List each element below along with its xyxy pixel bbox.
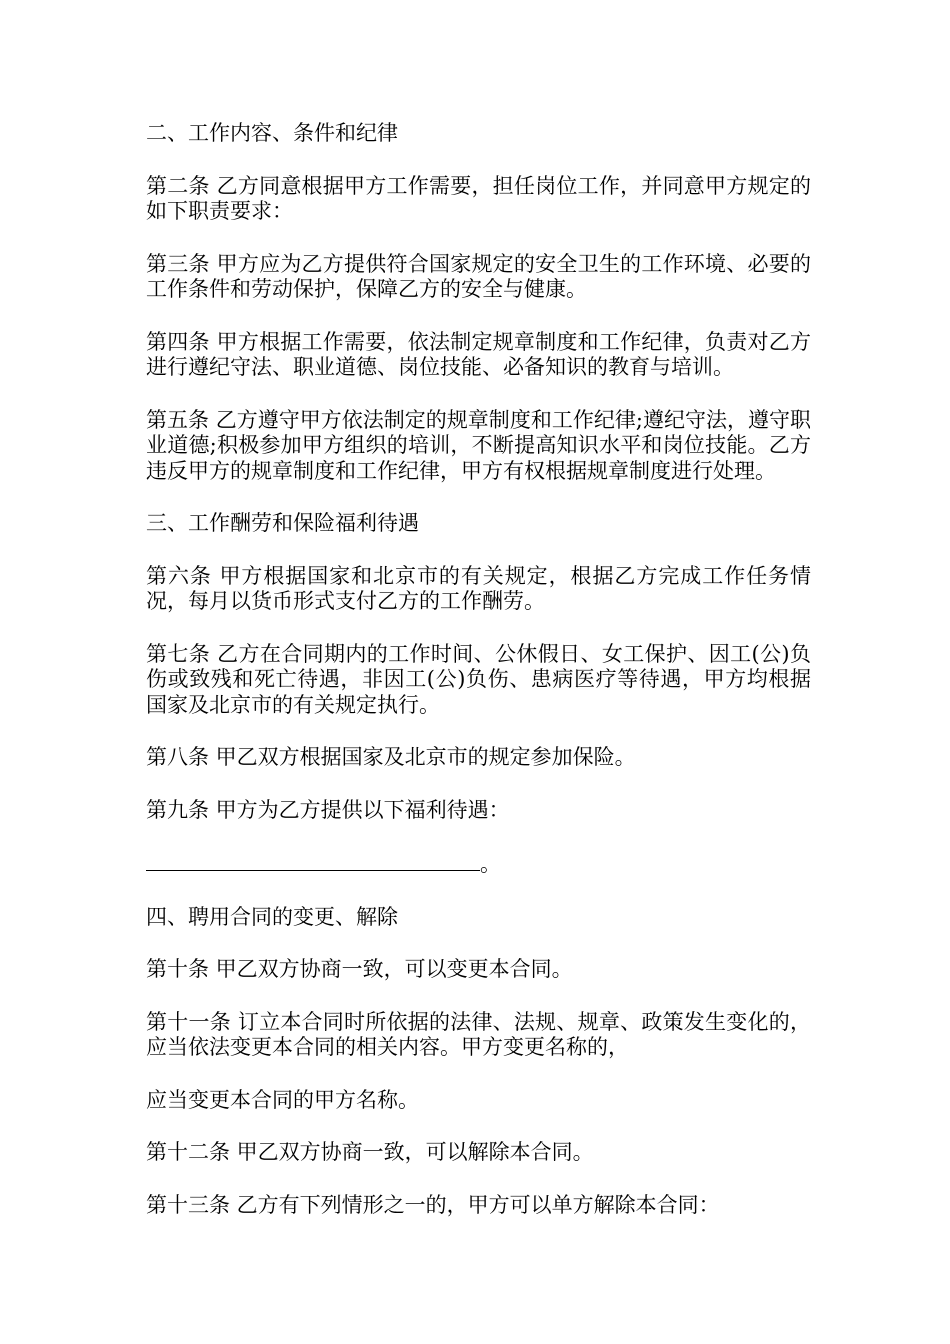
section-heading-3: 三、工作酬劳和保险福利待遇 (146, 511, 419, 535)
article-4: 第四条 甲方根据工作需要，依法制定规章制度和工作纪律，负责对乙方进行遵纪守法、职业道德、岗位技能、必备知识的教育与培训。 (146, 329, 811, 379)
article-8: 第八条 甲乙双方根据国家及北京市的规定参加保险。 (146, 745, 636, 769)
document-body (146, 121, 811, 1245)
article-11: 第十一条 订立本合同时所依据的法律、法规、规章、政策发生变化的，应当依法变更本合同的相关内容。甲方变更名称的， (146, 1009, 811, 1059)
blank-underline (146, 850, 480, 871)
section-heading-4: 四、聘用合同的变更、解除 (146, 904, 398, 929)
article-11-continued: 应当变更本合同的甲方名称。 (146, 1087, 419, 1112)
article-5: 第五条 乙方遵守甲方依法制定的规章制度和工作纪律;遵纪守法，遵守职业道德;积极参加甲方组织的培训，不断提高知识水平和岗位技能。乙方违反甲方的规章制度和工作纪律，甲方有权根据规章制度进行处理。 (146, 407, 811, 483)
article-2: 第二条 乙方同意根据甲方工作需要，担任岗位工作，并同意甲方规定的如下职责要求： (146, 173, 811, 223)
benefits-fill-in-line (146, 850, 811, 878)
blank-suffix: 。 (480, 852, 501, 876)
article-12: 第十二条 甲乙双方协商一致，可以解除本合同。 (146, 1140, 594, 1164)
article-6: 第六条 甲方根据国家和北京市的有关规定，根据乙方完成工作任务情况，每月以货币形式支付乙方的工作酬劳。 (146, 563, 811, 613)
section-heading-2: 二、工作内容、条件和纪律 (146, 121, 398, 145)
article-7: 第七条 乙方在合同期内的工作时间、公休假日、女工保护、因工(公)负伤或致残和死亡待遇，非因工(公)负伤、患病医疗等待遇，甲方均根据国家及北京市的有关规定执行。 (146, 641, 811, 717)
article-10: 第十条 甲乙双方协商一致，可以变更本合同。 (146, 957, 573, 981)
article-13: 第十三条 乙方有下列情形之一的，甲方可以单方解除本合同： (146, 1192, 720, 1217)
article-9: 第九条 甲方为乙方提供以下福利待遇： (146, 797, 510, 822)
article-3: 第三条 甲方应为乙方提供符合国家规定的安全卫生的工作环境、必要的工作条件和劳动保护，保障乙方的安全与健康。 (146, 251, 811, 301)
